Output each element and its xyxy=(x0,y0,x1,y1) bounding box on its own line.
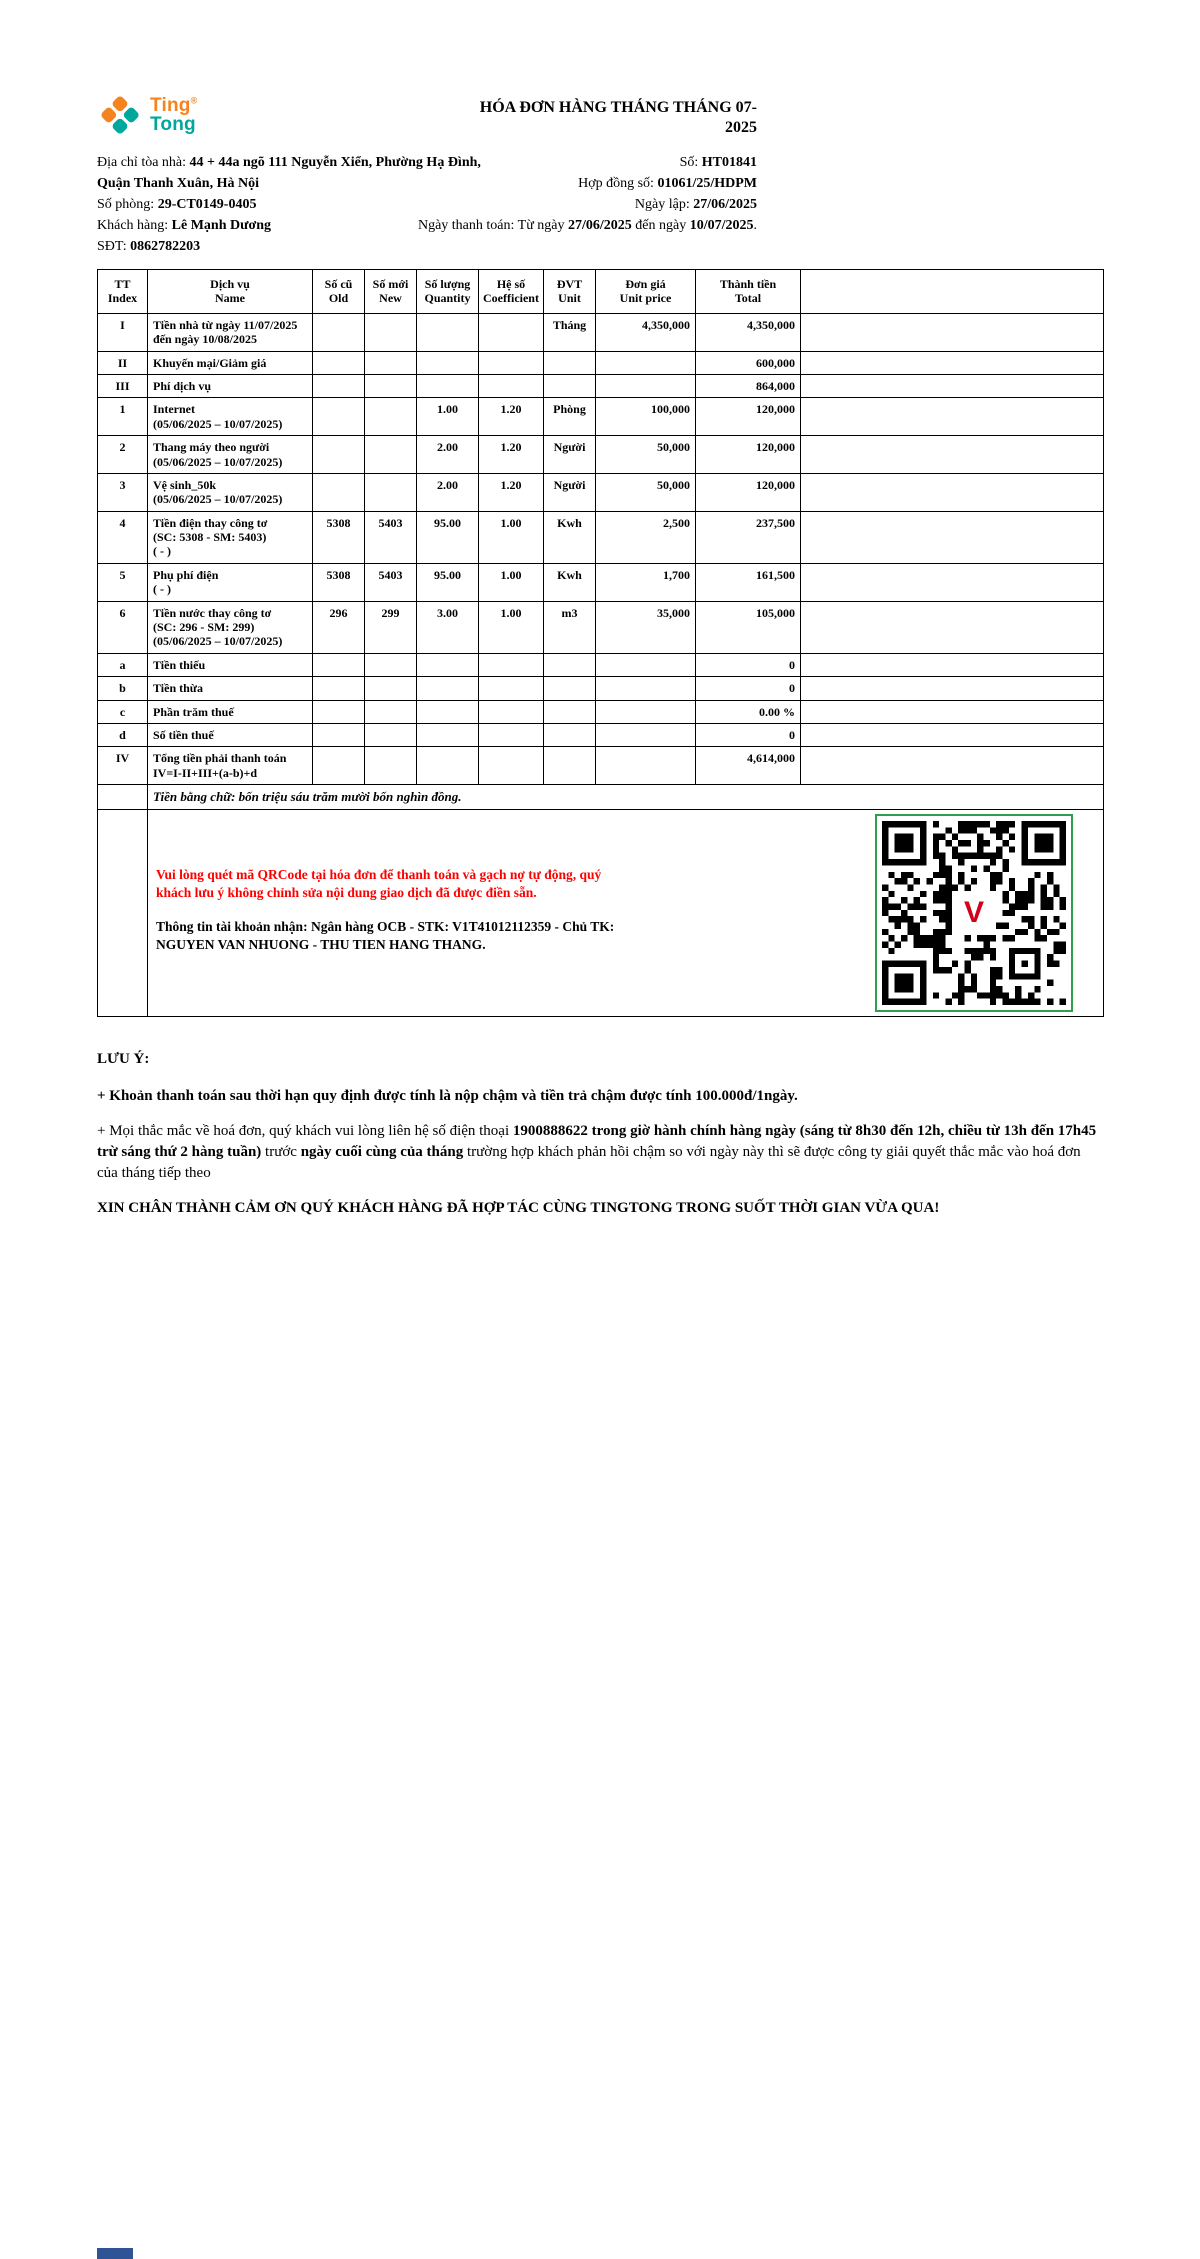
cell-old: 5308 xyxy=(313,563,365,601)
info-left-text: Số phòng: 29-CT0149-0405 xyxy=(97,197,257,212)
table-header-row xyxy=(98,270,1104,314)
info-left-text: SĐT: 0862782203 xyxy=(97,239,201,254)
registered-mark: ® xyxy=(190,95,198,106)
cell-total: 4,614,000 xyxy=(696,747,801,785)
cell-qty: 3.00 xyxy=(417,601,479,653)
cell-unit: Tháng xyxy=(544,313,596,351)
cell-price xyxy=(596,653,696,676)
table-row xyxy=(98,436,1104,474)
column-header: Dịch vụ Name xyxy=(148,270,313,314)
header xyxy=(97,92,1103,138)
cell-price xyxy=(596,351,696,374)
info-right-text: Số: HT01841 xyxy=(679,155,757,170)
cell-price xyxy=(596,723,696,746)
cell-new xyxy=(365,723,417,746)
cell-old xyxy=(313,398,365,436)
invoice-info xyxy=(97,152,1103,257)
cell-price: 4,350,000 xyxy=(596,313,696,351)
cell-extra xyxy=(801,398,1104,436)
cell-name: Tiền nước thay công tơ (SC: 296 - SM: 299) (05/06/2025 – 10/07/2025) xyxy=(148,601,313,653)
cell-index: b xyxy=(98,677,148,700)
cell-new xyxy=(365,398,417,436)
cell-old xyxy=(313,677,365,700)
info-right-text: Hợp đồng số: 01061/25/HDPM xyxy=(578,176,757,191)
table-row xyxy=(98,677,1104,700)
cell-new xyxy=(365,313,417,351)
info-right-text: Ngày thanh toán: Từ ngày 27/06/2025 đến ngày 10/07/2025. xyxy=(417,218,757,233)
cell-name: Khuyến mại/Giảm giá xyxy=(148,351,313,374)
info-row xyxy=(97,152,1103,173)
cell-new xyxy=(365,653,417,676)
cell-new xyxy=(365,374,417,397)
cell-coef: 1.00 xyxy=(479,563,544,601)
cell-total: 120,000 xyxy=(696,473,801,511)
cell-old xyxy=(313,653,365,676)
cell-old xyxy=(313,436,365,474)
cell-new xyxy=(365,351,417,374)
cell-name: Tiền nhà từ ngày 11/07/2025 đến ngày 10/08/2025 xyxy=(148,313,313,351)
table-row xyxy=(98,700,1104,723)
cell-name: Tiền thiếu xyxy=(148,653,313,676)
table-row xyxy=(98,511,1104,563)
table-row xyxy=(98,398,1104,436)
table-row xyxy=(98,351,1104,374)
cell-total: 120,000 xyxy=(696,436,801,474)
cell-extra xyxy=(801,677,1104,700)
cell-name: Phụ phí điện ( - ) xyxy=(148,563,313,601)
cell-extra xyxy=(801,700,1104,723)
cell-price xyxy=(596,700,696,723)
cell-total: 105,000 xyxy=(696,601,801,653)
info-row xyxy=(97,236,1103,257)
cell-extra xyxy=(801,653,1104,676)
cell-name: Vệ sinh_50k (05/06/2025 – 10/07/2025) xyxy=(148,473,313,511)
column-header: ĐVT Unit xyxy=(544,270,596,314)
cell-total: 237,500 xyxy=(696,511,801,563)
amount-in-words: Tiền bằng chữ: bốn triệu sáu trăm mười bốn nghìn đồng. xyxy=(148,785,1104,810)
cell-new xyxy=(365,473,417,511)
cell-qty xyxy=(417,677,479,700)
cell-qty xyxy=(417,374,479,397)
cell-extra xyxy=(801,563,1104,601)
cell-index xyxy=(98,785,148,810)
cell-unit: Người xyxy=(544,473,596,511)
cell-price: 2,500 xyxy=(596,511,696,563)
cell-index: IV xyxy=(98,747,148,785)
cell-unit: Kwh xyxy=(544,563,596,601)
cell-unit xyxy=(544,747,596,785)
info-left-text: Địa chỉ tòa nhà: 44 + 44a ngõ 111 Nguyễn Xiển, Phường Hạ Đình, xyxy=(97,155,481,170)
cell-coef xyxy=(479,723,544,746)
cell-total: 0 xyxy=(696,723,801,746)
cell-coef xyxy=(479,351,544,374)
info-row xyxy=(97,194,1103,215)
cell-coef xyxy=(479,747,544,785)
column-header: Hệ số Coefficient xyxy=(479,270,544,314)
info-left-text: Quận Thanh Xuân, Hà Nội xyxy=(97,176,259,191)
cell-old xyxy=(313,473,365,511)
column-header: Số cũ Old xyxy=(313,270,365,314)
cell-qty: 2.00 xyxy=(417,436,479,474)
cell-index: 3 xyxy=(98,473,148,511)
cell-new: 5403 xyxy=(365,563,417,601)
cell-index xyxy=(98,809,148,1016)
notes-heading: LƯU Ý: xyxy=(97,1050,150,1067)
cell-total: 161,500 xyxy=(696,563,801,601)
cell-coef xyxy=(479,374,544,397)
table-row xyxy=(98,313,1104,351)
cell-price: 100,000 xyxy=(596,398,696,436)
column-header: Thành tiền Total xyxy=(696,270,801,314)
cell-index: 2 xyxy=(98,436,148,474)
cell-coef xyxy=(479,653,544,676)
cell-extra xyxy=(801,374,1104,397)
cell-coef xyxy=(479,677,544,700)
vietqr-v-icon: V xyxy=(963,895,984,929)
cell-index: II xyxy=(98,351,148,374)
cell-index: c xyxy=(98,700,148,723)
cell-extra xyxy=(801,313,1104,351)
brand-logo xyxy=(97,92,197,138)
cell-coef: 1.00 xyxy=(479,511,544,563)
cell-total: 0 xyxy=(696,653,801,676)
cell-total: 0.00 % xyxy=(696,700,801,723)
vietqr-logo xyxy=(954,893,994,933)
cell-price: 35,000 xyxy=(596,601,696,653)
brand-logo-icon xyxy=(97,92,143,138)
cell-qty xyxy=(417,747,479,785)
cell-index: 4 xyxy=(98,511,148,563)
cell-index: I xyxy=(98,313,148,351)
cell-price xyxy=(596,374,696,397)
cell-coef: 1.20 xyxy=(479,473,544,511)
bank-account-info: Thông tin tài khoản nhận: Ngân hàng OCB - STK: V1T41012112359 - Chủ TK: NGUYEN VAN NHUONG - THU TIEN HANG THANG. xyxy=(156,919,615,953)
cell-old xyxy=(313,747,365,785)
cell-total: 120,000 xyxy=(696,398,801,436)
cell-extra xyxy=(801,511,1104,563)
cell-qty xyxy=(417,653,479,676)
cell-name: Phí dịch vụ xyxy=(148,374,313,397)
table-row xyxy=(98,747,1104,785)
next-page-sliver xyxy=(97,2248,133,2259)
cell-extra xyxy=(801,351,1104,374)
cell-extra xyxy=(801,601,1104,653)
cell-name: Số tiền thuế xyxy=(148,723,313,746)
cell-new xyxy=(365,700,417,723)
cell-qty: 2.00 xyxy=(417,473,479,511)
cell-coef: 1.20 xyxy=(479,398,544,436)
cell-coef xyxy=(479,700,544,723)
cell-new xyxy=(365,677,417,700)
note-paragraph: + Mọi thắc mắc về hoá đơn, quý khách vui lòng liên hệ số điện thoại 1900888622 trong giờ hành chính hàng ngày (sáng từ 8h30 đến 12h, chiều từ 13h đến 17h45 trừ sáng thứ 2 hàng tuần) trước ngày cuối cùng của tháng trường hợp khách phản hồi chậm so với ngày này thì sẽ được công ty giải quyết thắc mắc vào hoá đơn của tháng tiếp theo xyxy=(97,1122,1097,1181)
cell-index: d xyxy=(98,723,148,746)
info-left-text: Khách hàng: Lê Mạnh Dương xyxy=(97,218,272,233)
info-right-text: Ngày lập: 27/06/2025 xyxy=(634,197,757,212)
cell-old xyxy=(313,700,365,723)
cell-name: Phần trăm thuế xyxy=(148,700,313,723)
cell-qty: 95.00 xyxy=(417,511,479,563)
table-row xyxy=(98,723,1104,746)
notes-section xyxy=(97,1049,1103,1219)
brand-name xyxy=(150,96,197,134)
brand-name-tong: Tong xyxy=(150,114,196,135)
cell-qty xyxy=(417,313,479,351)
cell-old xyxy=(313,351,365,374)
cell-new: 299 xyxy=(365,601,417,653)
cell-index: III xyxy=(98,374,148,397)
cell-new xyxy=(365,747,417,785)
cell-unit: Kwh xyxy=(544,511,596,563)
cell-name: Tiền thừa xyxy=(148,677,313,700)
column-header: Số mới New xyxy=(365,270,417,314)
cell-qty: 1.00 xyxy=(417,398,479,436)
qr-payment-notice: Vui lòng quét mã QRCode tại hóa đơn để thanh toán và gạch nợ tự động, quý khách lưu ý không chỉnh sửa nội dung giao dịch đã được điền sẵn. xyxy=(156,866,602,900)
cell-index: 6 xyxy=(98,601,148,653)
charges-table xyxy=(97,269,1104,1017)
cell-new: 5403 xyxy=(365,511,417,563)
column-header: Số lượng Quantity xyxy=(417,270,479,314)
cell-extra xyxy=(801,723,1104,746)
cell-extra xyxy=(801,473,1104,511)
note-paragraph: + Khoản thanh toán sau thời hạn quy định được tính là nộp chậm và tiền trả chậm được tính 100.000đ/1ngày. xyxy=(97,1087,798,1104)
cell-unit xyxy=(544,677,596,700)
notes-paragraphs xyxy=(97,1086,1103,1219)
column-header: Đơn giá Unit price xyxy=(596,270,696,314)
cell-qty xyxy=(417,700,479,723)
cell-name: Thang máy theo người (05/06/2025 – 10/07/2025) xyxy=(148,436,313,474)
cell-extra xyxy=(801,747,1104,785)
cell-name: Tổng tiền phải thanh toán IV=I-II+III+(a-b)+d xyxy=(148,747,313,785)
cell-old: 296 xyxy=(313,601,365,653)
column-header-blank xyxy=(801,270,1104,314)
table-row xyxy=(98,374,1104,397)
cell-index: 1 xyxy=(98,398,148,436)
brand-name-ting: Ting® xyxy=(150,95,198,116)
cell-qty xyxy=(417,723,479,746)
cell-index: a xyxy=(98,653,148,676)
table-row xyxy=(98,653,1104,676)
info-row xyxy=(97,173,1103,194)
cell-index: 5 xyxy=(98,563,148,601)
table-row xyxy=(98,601,1104,653)
qr-code-pattern xyxy=(882,821,1066,1005)
cell-price: 1,700 xyxy=(596,563,696,601)
invoice-title: HÓA ĐƠN HÀNG THÁNG THÁNG 07-2025 xyxy=(479,99,757,136)
cell-unit xyxy=(544,374,596,397)
cell-old xyxy=(313,723,365,746)
cell-unit: m3 xyxy=(544,601,596,653)
cell-unit xyxy=(544,723,596,746)
qr-row xyxy=(98,809,1104,1016)
cell-old: 5308 xyxy=(313,511,365,563)
note-paragraph: XIN CHÂN THÀNH CẢM ƠN QUÝ KHÁCH HÀNG ĐÃ HỢP TÁC CÙNG TINGTONG TRONG SUỐT THỜI GIAN VỪA QUA! xyxy=(97,1199,940,1216)
cell-price xyxy=(596,747,696,785)
table-row xyxy=(98,473,1104,511)
qr-section xyxy=(148,809,1104,1016)
cell-qty xyxy=(417,351,479,374)
cell-coef xyxy=(479,313,544,351)
cell-price: 50,000 xyxy=(596,436,696,474)
cell-unit: Phòng xyxy=(544,398,596,436)
cell-unit xyxy=(544,700,596,723)
cell-total: 864,000 xyxy=(696,374,801,397)
table-row xyxy=(98,563,1104,601)
cell-coef: 1.20 xyxy=(479,436,544,474)
cell-total: 4,350,000 xyxy=(696,313,801,351)
cell-extra xyxy=(801,436,1104,474)
cell-coef: 1.00 xyxy=(479,601,544,653)
column-header: TT Index xyxy=(98,270,148,314)
info-row xyxy=(97,215,1103,236)
cell-old xyxy=(313,313,365,351)
payment-qr-code xyxy=(875,814,1073,1012)
cell-qty: 95.00 xyxy=(417,563,479,601)
cell-new xyxy=(365,436,417,474)
amount-in-words-row xyxy=(98,785,1104,810)
cell-unit: Người xyxy=(544,436,596,474)
qr-section-text xyxy=(156,866,626,955)
cell-total: 0 xyxy=(696,677,801,700)
cell-price: 50,000 xyxy=(596,473,696,511)
cell-name: Internet (05/06/2025 – 10/07/2025) xyxy=(148,398,313,436)
cell-name: Tiền điện thay công tơ (SC: 5308 - SM: 5403) ( - ) xyxy=(148,511,313,563)
cell-old xyxy=(313,374,365,397)
cell-unit xyxy=(544,653,596,676)
cell-price xyxy=(596,677,696,700)
cell-total: 600,000 xyxy=(696,351,801,374)
cell-unit xyxy=(544,351,596,374)
